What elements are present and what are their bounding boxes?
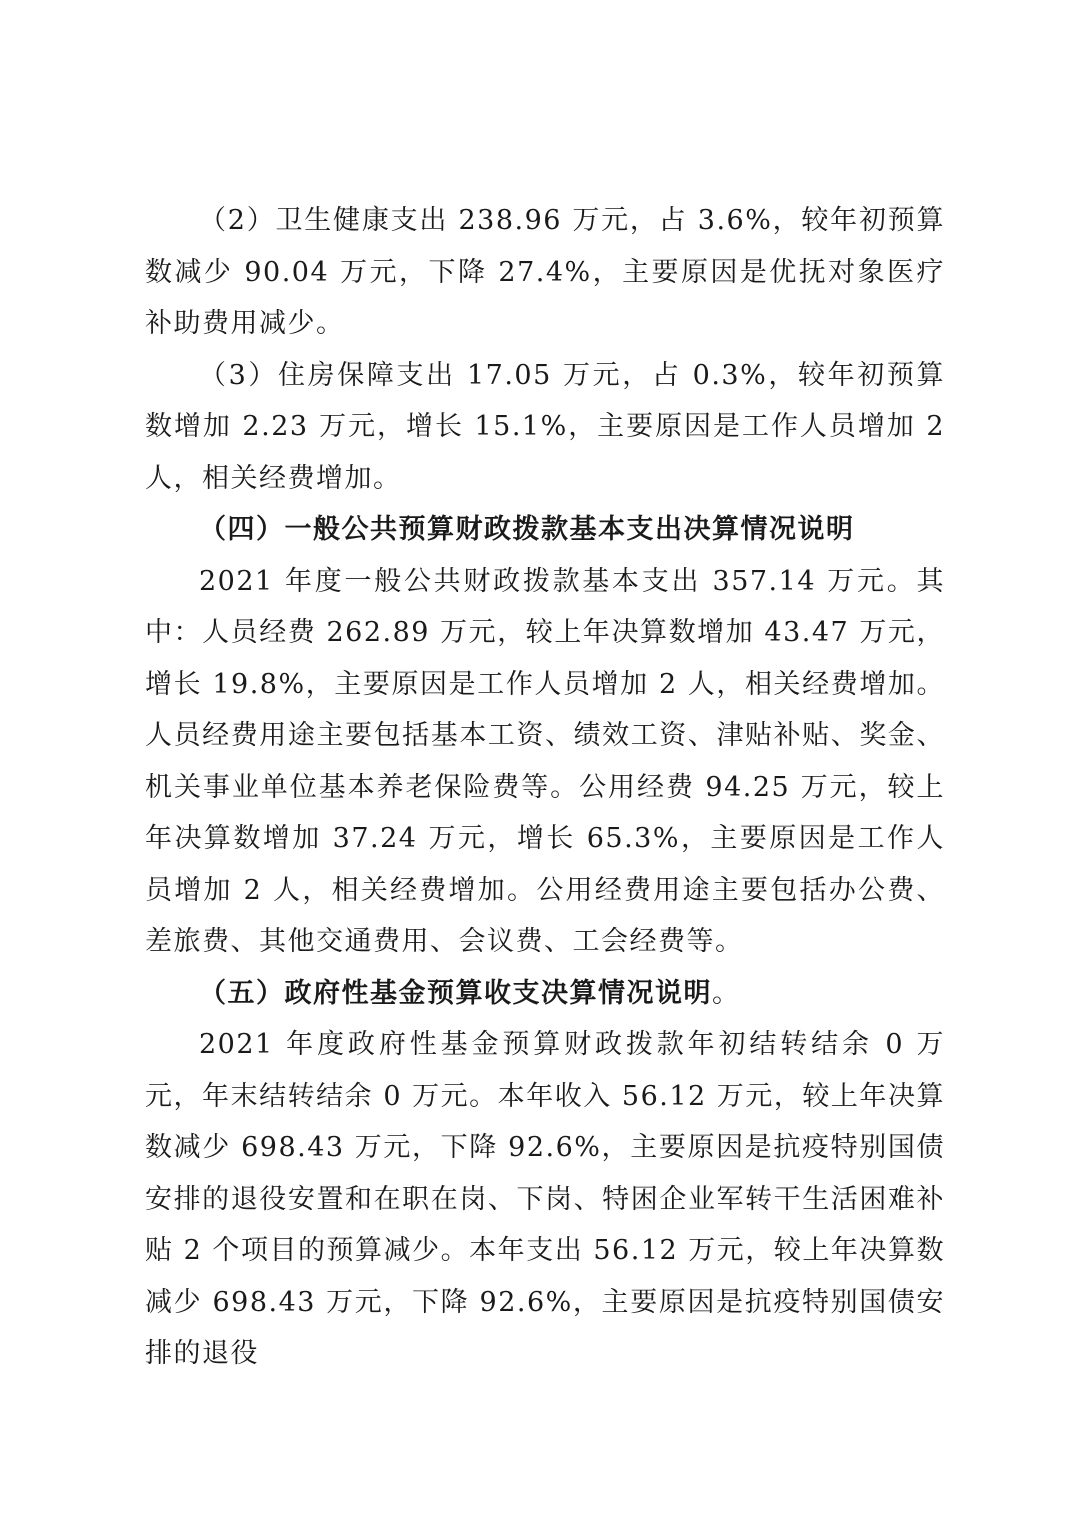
section-heading-5 <box>145 968 945 1020</box>
section-heading-5-text: （五）政府性基金预算收支决算情况说明 <box>199 977 712 1009</box>
section-heading-5-period: 。 <box>712 977 741 1009</box>
paragraph-health-expenditure: （2）卫生健康支出 238.96 万元，占 3.6%，较年初预算数减少 90.04 万元，下降 27.4%，主要原因是优抚对象医疗补助费用减少。 <box>145 205 945 339</box>
paragraph-government-fund: 2021 年度政府性基金预算财政拨款年初结转结余 0 万元，年末结转结余 0 万元。本年收入 56.12 万元，较上年决算数减少 698.43 万元，下降 92.6%，主要原因是抗疫特别国债安排的退役安置和在职在岗、下岗、特困企业军转干生活困难补贴 2 个项目的预算减少。本年支出 56.12 万元，较上年决算数减少 698.43 万元，下降 92.6%，主要原因是抗疫特别国债安排的退役 <box>145 1029 945 1369</box>
paragraph-housing-expenditure: （3）住房保障支出 17.05 万元，占 0.3%，较年初预算数增加 2.23 万元，增长 15.1%，主要原因是工作人员增加 2 人，相关经费增加。 <box>145 359 945 494</box>
section-heading-4 <box>145 504 945 556</box>
paragraph-basic-expenditure: 2021 年度一般公共财政拨款基本支出 357.14 万元。其中：人员经费 262.89 万元，较上年决算数增加 43.47 万元，增长 19.8%，主要原因是工作人员增加 2 人，相关经费增加。人员经费用途主要包括基本工资、绩效工资、津贴补贴、奖金、机关事业单位基本养老保险费等。公用经费 94.25 万元，较上年决算数增加 37.24 万元，增长 65.3%，主要原因是工作人员增加 2 人，相关经费增加。公用经费用途主要包括办公费、差旅费、其他交通费用、会议费、工会经费等。 <box>145 565 945 957</box>
section-heading-4-text: （四）一般公共预算财政拨款基本支出决算情况说明 <box>199 514 855 545</box>
document-body <box>145 195 945 1380</box>
